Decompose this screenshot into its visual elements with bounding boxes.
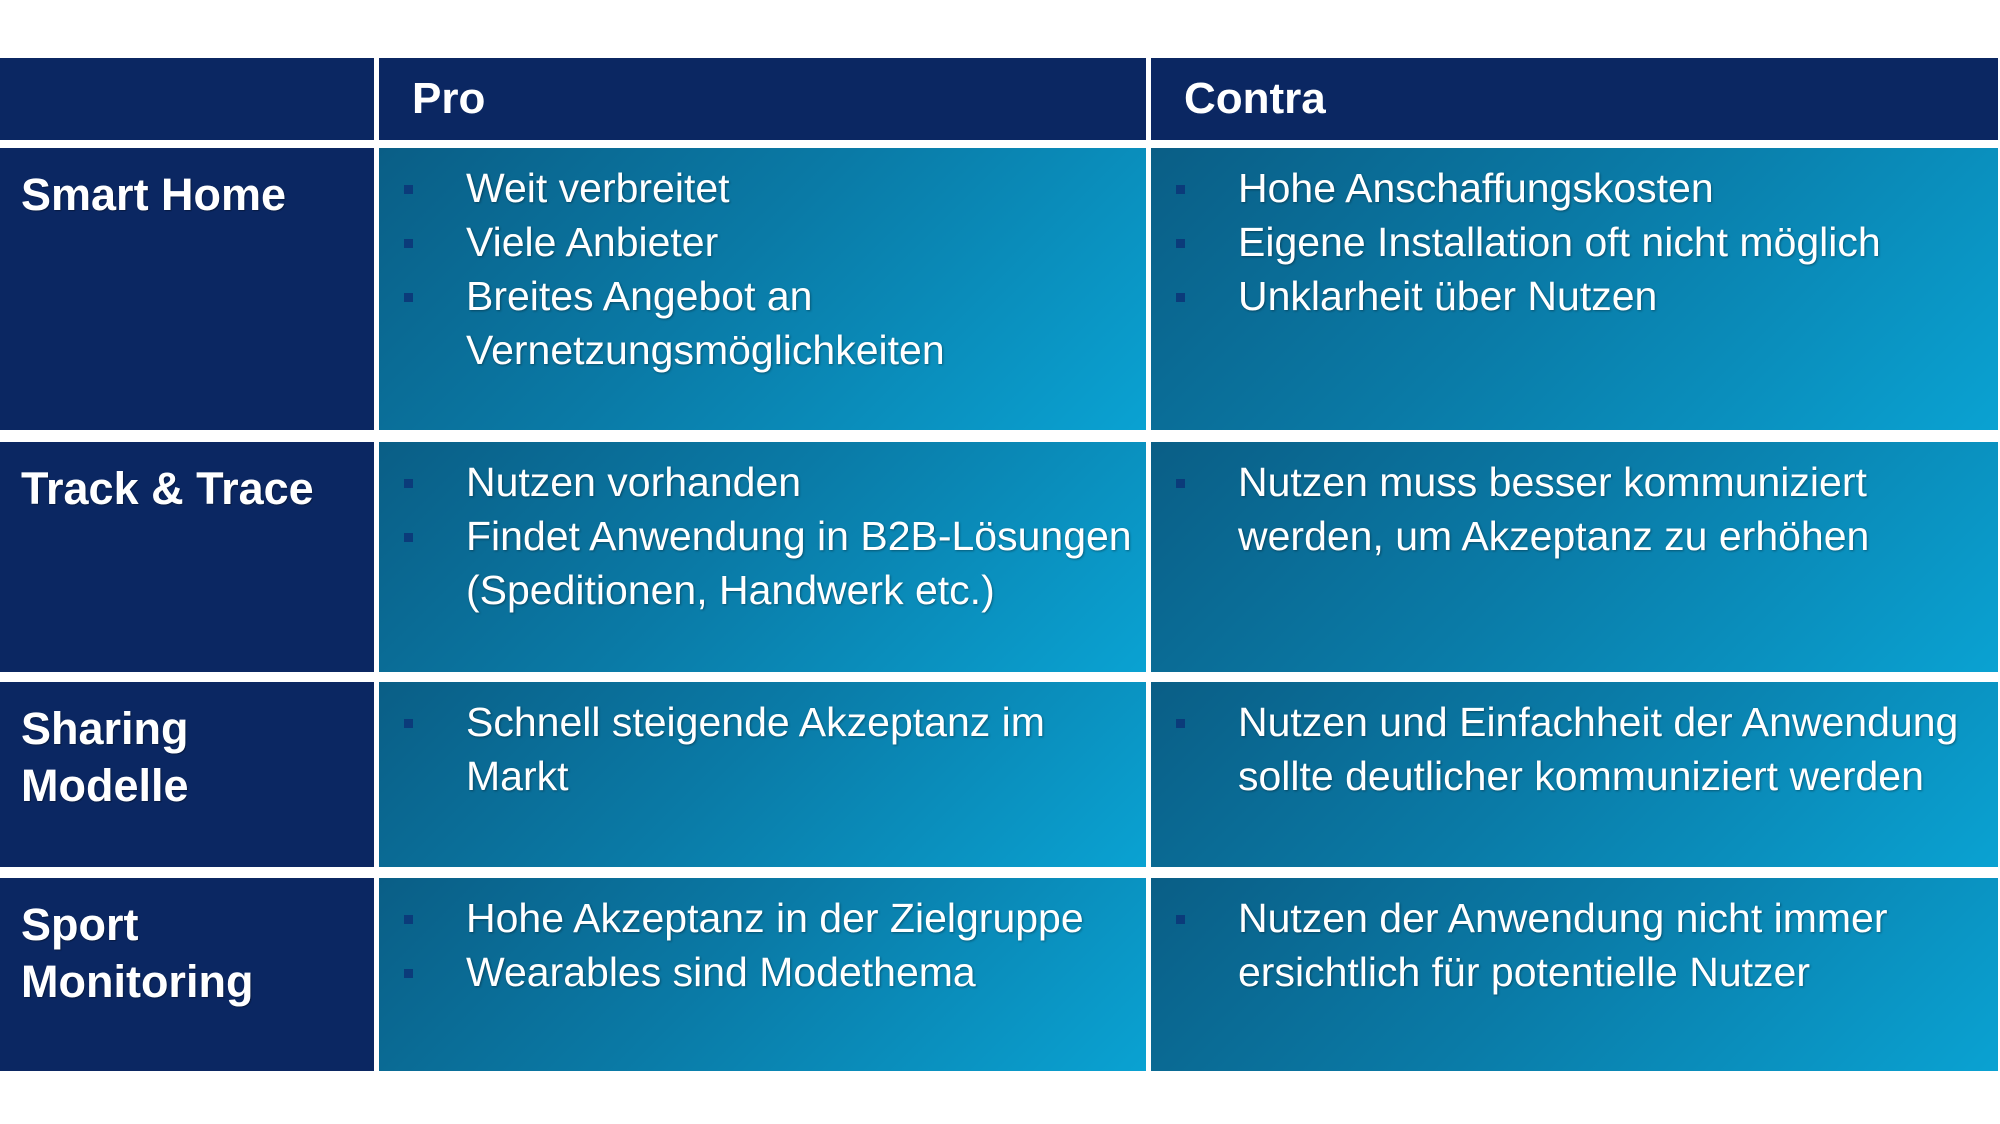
pro-list [379,891,1138,999]
list-item-text: Nutzen der Anwendung nicht immer ersichtlich für potentielle Nutzer [1238,895,1888,995]
square-bullet-icon [404,915,413,924]
pro-list [379,695,1138,803]
list-item [379,509,1138,617]
list-item-text: Hohe Akzeptanz in der Zielgruppe [466,895,1084,941]
square-bullet-icon [404,239,413,248]
list-item [379,269,1138,377]
square-bullet-icon [1176,185,1185,194]
list-item [379,945,1138,999]
list-item-text: Nutzen und Einfachheit der Anwendung sollte deutlicher kommuniziert werden [1238,699,1959,799]
list-item-text: Wearables sind Modethema [466,949,976,995]
contra-list [1151,455,1990,563]
contra-cell [1151,148,1998,430]
contra-cell [1151,878,1998,1071]
list-item-text: Nutzen vorhanden [466,459,802,505]
list-item-text: Nutzen muss besser kommuniziert werden, um Akzeptanz zu erhöhen [1238,459,1870,559]
list-item-text: Hohe Anschaffungskosten [1238,165,1714,211]
square-bullet-icon [1176,239,1185,248]
header-pro-label: Pro [412,74,486,123]
list-item [1151,269,1990,323]
row-label: Smart Home [21,169,287,220]
row-label-cell [0,148,374,430]
pro-list [379,455,1138,617]
header-contra-cell [1151,58,1998,140]
square-bullet-icon [404,533,413,542]
header-row [0,58,1998,140]
list-item [379,695,1138,803]
square-bullet-icon [404,479,413,488]
list-item [379,891,1138,945]
list-item-text: Eigene Installation oft nicht möglich [1238,219,1881,265]
contra-list [1151,695,1990,803]
list-item-text: Weit verbreitet [466,165,730,211]
pro-cell [379,148,1146,430]
row-label-cell [0,442,374,672]
pro-list [379,161,1138,377]
row-label: Sharing Modelle [21,703,189,811]
row-label: Track & Trace [21,463,314,514]
row-label: Sport Monitoring [21,899,254,1007]
square-bullet-icon [1176,915,1185,924]
list-item [1151,891,1990,999]
pro-cell [379,878,1146,1071]
list-item [1151,161,1990,215]
square-bullet-icon [404,969,413,978]
square-bullet-icon [1176,479,1185,488]
table-row [0,442,1998,672]
table-row [0,148,1998,430]
list-item-text: Viele Anbieter [466,219,719,265]
header-contra-label: Contra [1184,74,1326,123]
header-pro-cell [379,58,1146,140]
list-item [379,161,1138,215]
list-item [1151,695,1990,803]
square-bullet-icon [1176,293,1185,302]
row-label-cell [0,682,374,867]
square-bullet-icon [1176,719,1185,728]
pro-cell [379,682,1146,867]
contra-cell [1151,442,1998,672]
square-bullet-icon [404,293,413,302]
list-item-text: Breites Angebot an Vernetzungsmöglichkeiten [466,273,945,373]
list-item [1151,215,1990,269]
list-item-text: Schnell steigende Akzeptanz im Markt [466,699,1045,799]
list-item [1151,455,1990,563]
list-item [379,455,1138,509]
table-row [0,682,1998,867]
contra-list [1151,891,1990,999]
list-item [379,215,1138,269]
contra-cell [1151,682,1998,867]
contra-list [1151,161,1990,323]
list-item-text: Findet Anwendung in B2B-Lösungen (Speditionen, Handwerk etc.) [466,513,1132,613]
header-corner-cell [0,58,374,140]
pro-cell [379,442,1146,672]
row-label-cell [0,878,374,1071]
list-item-text: Unklarheit über Nutzen [1238,273,1658,319]
table-row [0,878,1998,1071]
square-bullet-icon [404,185,413,194]
comparison-table [0,58,1998,1071]
square-bullet-icon [404,719,413,728]
